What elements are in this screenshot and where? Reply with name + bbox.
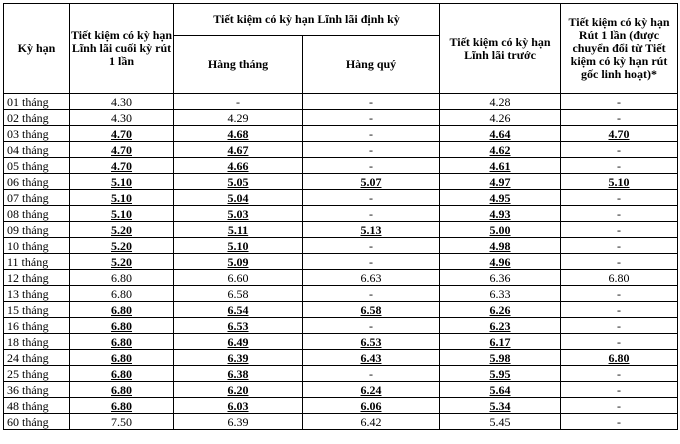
cell-term: 05 tháng — [4, 158, 70, 174]
cell-withdraw-once: - — [561, 94, 678, 110]
table-row — [4, 206, 678, 222]
cell-monthly: 5.10 — [174, 238, 303, 254]
cell-end-of-term: 4.70 — [70, 142, 174, 158]
cell-withdraw-once: - — [561, 286, 678, 302]
cell-withdraw-once: - — [561, 190, 678, 206]
cell-quarterly: - — [303, 206, 440, 222]
cell-quarterly: - — [303, 142, 440, 158]
cell-end-of-term: 4.30 — [70, 110, 174, 126]
cell-end-of-term: 6.80 — [70, 350, 174, 366]
cell-withdraw-once: - — [561, 222, 678, 238]
cell-monthly: 6.49 — [174, 334, 303, 350]
cell-term: 06 tháng — [4, 174, 70, 190]
cell-term: 03 tháng — [4, 126, 70, 142]
cell-prepaid: 5.98 — [440, 350, 561, 366]
cell-withdraw-once: - — [561, 382, 678, 398]
cell-monthly: 4.66 — [174, 158, 303, 174]
cell-withdraw-once: - — [561, 158, 678, 174]
cell-monthly: 6.58 — [174, 286, 303, 302]
cell-withdraw-once: 5.10 — [561, 174, 678, 190]
cell-quarterly: - — [303, 110, 440, 126]
cell-end-of-term: 5.20 — [70, 222, 174, 238]
cell-term: 10 tháng — [4, 238, 70, 254]
table-row — [4, 350, 678, 366]
cell-prepaid: 4.96 — [440, 254, 561, 270]
cell-withdraw-once: - — [561, 318, 678, 334]
table-row — [4, 142, 678, 158]
cell-monthly: 6.38 — [174, 366, 303, 382]
cell-term: 16 tháng — [4, 318, 70, 334]
cell-quarterly: 6.53 — [303, 334, 440, 350]
interest-rate-table — [3, 3, 678, 430]
cell-quarterly: - — [303, 126, 440, 142]
table-row — [4, 222, 678, 238]
table-row — [4, 190, 678, 206]
cell-term: 15 tháng — [4, 302, 70, 318]
cell-quarterly: - — [303, 94, 440, 110]
cell-withdraw-once: - — [561, 414, 678, 430]
cell-withdraw-once: - — [561, 398, 678, 414]
cell-prepaid: 5.34 — [440, 398, 561, 414]
table-row — [4, 334, 678, 350]
cell-quarterly: - — [303, 254, 440, 270]
cell-term: 24 tháng — [4, 350, 70, 366]
cell-monthly: 5.05 — [174, 174, 303, 190]
cell-term: 48 tháng — [4, 398, 70, 414]
table-row — [4, 286, 678, 302]
table-row — [4, 126, 678, 142]
cell-withdraw-once: - — [561, 302, 678, 318]
table-row — [4, 270, 678, 286]
table-row — [4, 158, 678, 174]
cell-end-of-term: 5.10 — [70, 174, 174, 190]
cell-prepaid: 5.45 — [440, 414, 561, 430]
cell-term: 36 tháng — [4, 382, 70, 398]
cell-end-of-term: 7.50 — [70, 414, 174, 430]
cell-prepaid: 5.64 — [440, 382, 561, 398]
cell-withdraw-once: 6.80 — [561, 350, 678, 366]
table-row — [4, 110, 678, 126]
cell-term: 18 tháng — [4, 334, 70, 350]
cell-withdraw-once: - — [561, 238, 678, 254]
table-row — [4, 366, 678, 382]
table-row — [4, 382, 678, 398]
cell-term: 04 tháng — [4, 142, 70, 158]
cell-quarterly: - — [303, 286, 440, 302]
cell-withdraw-once: - — [561, 366, 678, 382]
cell-prepaid: 4.28 — [440, 94, 561, 110]
cell-term: 13 tháng — [4, 286, 70, 302]
header-periodic-group: Tiết kiệm có kỳ hạn Lĩnh lãi định kỳ — [174, 4, 440, 36]
cell-quarterly: 5.13 — [303, 222, 440, 238]
cell-monthly: 5.11 — [174, 222, 303, 238]
cell-quarterly: 5.07 — [303, 174, 440, 190]
cell-withdraw-once: 6.80 — [561, 270, 678, 286]
header-quarterly: Hàng quý — [303, 36, 440, 94]
cell-quarterly: 6.24 — [303, 382, 440, 398]
cell-monthly: 5.04 — [174, 190, 303, 206]
cell-prepaid: 6.36 — [440, 270, 561, 286]
cell-monthly: 6.03 — [174, 398, 303, 414]
cell-end-of-term: 4.30 — [70, 94, 174, 110]
cell-end-of-term: 4.70 — [70, 126, 174, 142]
table-row — [4, 414, 678, 430]
table-row — [4, 398, 678, 414]
cell-end-of-term: 6.80 — [70, 286, 174, 302]
table-row — [4, 254, 678, 270]
header-prepaid: Tiết kiệm có kỳ hạn Lĩnh lãi trước — [440, 4, 561, 94]
header-monthly: Hàng tháng — [174, 36, 303, 94]
cell-prepaid: 4.64 — [440, 126, 561, 142]
cell-withdraw-once: - — [561, 334, 678, 350]
cell-quarterly: - — [303, 366, 440, 382]
cell-prepaid: 6.33 — [440, 286, 561, 302]
cell-quarterly: - — [303, 318, 440, 334]
cell-monthly: 4.68 — [174, 126, 303, 142]
cell-monthly: 4.67 — [174, 142, 303, 158]
cell-monthly: 5.09 — [174, 254, 303, 270]
cell-end-of-term: 5.20 — [70, 254, 174, 270]
cell-prepaid: 6.23 — [440, 318, 561, 334]
cell-monthly: 4.29 — [174, 110, 303, 126]
cell-term: 60 tháng — [4, 414, 70, 430]
cell-term: 02 tháng — [4, 110, 70, 126]
cell-end-of-term: 6.80 — [70, 398, 174, 414]
cell-end-of-term: 5.10 — [70, 190, 174, 206]
cell-quarterly: - — [303, 190, 440, 206]
cell-withdraw-once: - — [561, 110, 678, 126]
cell-withdraw-once: - — [561, 254, 678, 270]
table-row — [4, 94, 678, 110]
table-row — [4, 318, 678, 334]
cell-prepaid: 4.61 — [440, 158, 561, 174]
cell-withdraw-once: - — [561, 206, 678, 222]
cell-prepaid: 4.62 — [440, 142, 561, 158]
cell-withdraw-once: 4.70 — [561, 126, 678, 142]
cell-prepaid: 4.93 — [440, 206, 561, 222]
cell-end-of-term: 5.10 — [70, 206, 174, 222]
cell-quarterly: 6.43 — [303, 350, 440, 366]
cell-withdraw-once: - — [561, 142, 678, 158]
cell-end-of-term: 6.80 — [70, 270, 174, 286]
cell-prepaid: 4.95 — [440, 190, 561, 206]
cell-monthly: 6.20 — [174, 382, 303, 398]
cell-end-of-term: 5.20 — [70, 238, 174, 254]
table-row — [4, 174, 678, 190]
cell-term: 25 tháng — [4, 366, 70, 382]
cell-quarterly: 6.06 — [303, 398, 440, 414]
cell-quarterly: 6.58 — [303, 302, 440, 318]
cell-quarterly: 6.42 — [303, 414, 440, 430]
cell-quarterly: - — [303, 238, 440, 254]
cell-end-of-term: 4.70 — [70, 158, 174, 174]
table-row — [4, 238, 678, 254]
cell-prepaid: 4.98 — [440, 238, 561, 254]
cell-end-of-term: 6.80 — [70, 334, 174, 350]
cell-end-of-term: 6.80 — [70, 302, 174, 318]
cell-prepaid: 6.17 — [440, 334, 561, 350]
cell-end-of-term: 6.80 — [70, 382, 174, 398]
cell-prepaid: 5.95 — [440, 366, 561, 382]
cell-monthly: 6.60 — [174, 270, 303, 286]
cell-end-of-term: 6.80 — [70, 318, 174, 334]
cell-prepaid: 4.26 — [440, 110, 561, 126]
cell-monthly: 6.39 — [174, 350, 303, 366]
cell-monthly: - — [174, 94, 303, 110]
cell-quarterly: 6.63 — [303, 270, 440, 286]
cell-term: 01 tháng — [4, 94, 70, 110]
cell-end-of-term: 6.80 — [70, 366, 174, 382]
cell-monthly: 6.39 — [174, 414, 303, 430]
header-withdraw-once: Tiết kiệm có kỳ hạn Rút 1 lần (được chuyển đổi từ Tiết kiệm có kỳ hạn rút gốc linh hoạt)* — [561, 4, 678, 94]
cell-monthly: 5.03 — [174, 206, 303, 222]
cell-prepaid: 4.97 — [440, 174, 561, 190]
cell-term: 11 tháng — [4, 254, 70, 270]
cell-term: 08 tháng — [4, 206, 70, 222]
cell-term: 07 tháng — [4, 190, 70, 206]
table-row — [4, 302, 678, 318]
cell-term: 09 tháng — [4, 222, 70, 238]
header-end-of-term: Tiết kiệm có kỳ hạn Lĩnh lãi cuối kỳ rút 1 lần — [70, 4, 174, 94]
header-term: Kỳ hạn — [4, 4, 70, 94]
cell-prepaid: 6.26 — [440, 302, 561, 318]
cell-monthly: 6.54 — [174, 302, 303, 318]
cell-quarterly: - — [303, 158, 440, 174]
cell-term: 12 tháng — [4, 270, 70, 286]
cell-monthly: 6.53 — [174, 318, 303, 334]
cell-prepaid: 5.00 — [440, 222, 561, 238]
rate-rows — [4, 94, 678, 430]
